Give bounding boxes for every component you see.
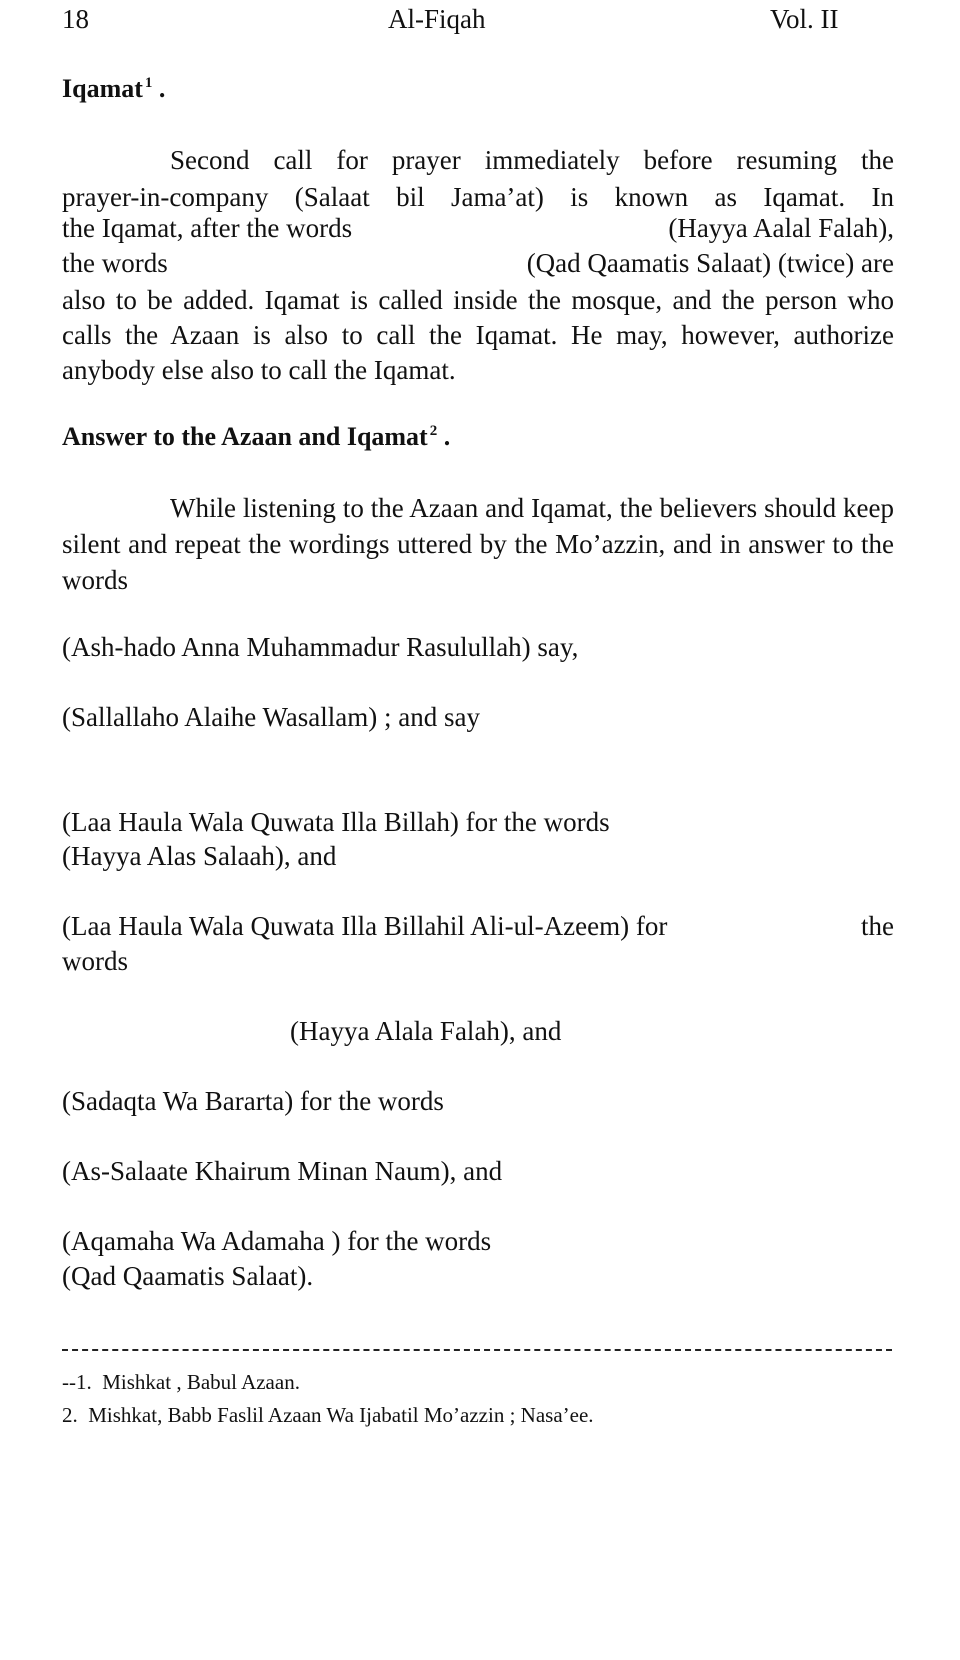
- iqamat-line-3: [62, 213, 894, 244]
- footnote-2: 2. Mishkat, Babb Faslil Azaan Wa Ijabatil Mo’azzin ; Nasa’ee.: [62, 1403, 594, 1427]
- indent: [62, 142, 170, 179]
- line-text-left: (Laa Haula Wala Quwata Illa Billahil Ali-ul-Azeem) for: [62, 911, 668, 941]
- answer-paragraph: [62, 490, 894, 598]
- iqamat-paragraph-rest: also to be added. Iqamat is called inside the mosque, and the person who calls the Azaan is also to call the Iqamat. He may, however, authorize anybody else also to call the Iqamat.: [62, 285, 894, 385]
- line-text-left: the Iqamat, after the words: [62, 213, 353, 243]
- line-hayya-alala: (Hayya Alala Falah), and: [290, 1016, 562, 1046]
- line-text-right: (Hayya Aalal Falah),: [668, 213, 894, 243]
- iqamat-paragraph-lines: [62, 142, 894, 216]
- book-title: Al-Fiqah: [388, 4, 486, 34]
- line-hayya-alas: (Hayya Alas Salaah), and: [62, 841, 337, 871]
- heading-period: .: [443, 422, 451, 451]
- line-text: Second call for prayer immediately before resuming the: [170, 145, 894, 175]
- line-laa-haula-2: [62, 911, 894, 942]
- line-sallallaho: (Sallallaho Alaihe Wasallam) ; and say: [62, 702, 480, 732]
- footnote-1: --1. Mishkat , Babul Azaan.: [62, 1370, 300, 1394]
- paragraph-text: While listening to the Azaan and Iqamat, the believers should keep silent and repeat the wordings uttered by the Mo’azzin, and in answer to the words: [62, 493, 894, 595]
- page-number: 18: [62, 4, 89, 34]
- footnote-separator: [62, 1349, 892, 1351]
- footnote-ref-2: 2: [429, 423, 438, 439]
- iqamat-line-4: [62, 248, 894, 279]
- line-as-salaate: (As-Salaate Khairum Minan Naum), and: [62, 1156, 503, 1186]
- paragraph-line: prayer-in-company (Salaat bil Jama’at) is known as Iqamat. In: [62, 182, 894, 212]
- line-sadaqta: (Sadaqta Wa Bararta) for the words: [62, 1086, 444, 1116]
- paragraph-line: [62, 142, 894, 179]
- line-text-right: (Qad Qaamatis Salaat) (twice) are: [526, 248, 894, 278]
- line-words: words: [62, 946, 128, 976]
- line-text-right: the: [861, 911, 894, 941]
- volume-label: Vol. II: [770, 4, 839, 34]
- section-heading-iqamat: [62, 74, 165, 104]
- section-heading-answer: [62, 422, 450, 452]
- heading-text: Answer to the Azaan and Iqamat: [62, 422, 428, 451]
- footnote-ref-1: 1: [144, 75, 153, 91]
- line-aqamaha: (Aqamaha Wa Adamaha ) for the words: [62, 1226, 492, 1256]
- heading-text: Iqamat: [62, 74, 143, 103]
- line-qad-qaamatis: (Qad Qaamatis Salaat).: [62, 1261, 314, 1291]
- line-ash-hado: (Ash-hado Anna Muhammadur Rasulullah) say,: [62, 632, 579, 662]
- line-text-left: the words: [62, 248, 168, 278]
- line-laa-haula-1: (Laa Haula Wala Quwata Illa Billah) for the words: [62, 807, 610, 837]
- heading-period: .: [158, 74, 166, 103]
